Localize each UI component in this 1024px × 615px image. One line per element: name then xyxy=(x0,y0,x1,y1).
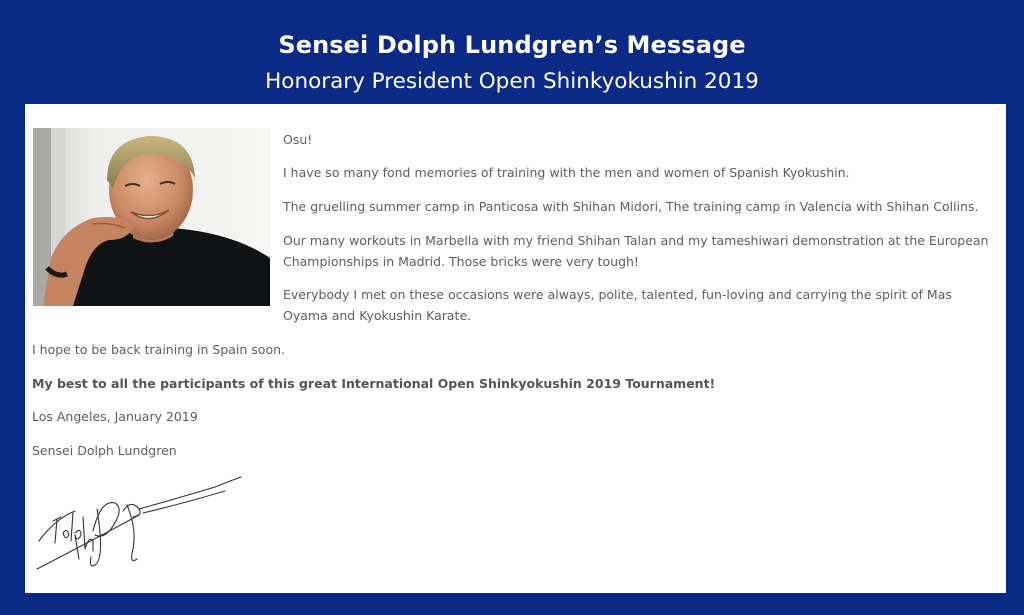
page-subtitle: Honorary President Open Shinkyokushin 2019 xyxy=(265,69,759,94)
letter-paragraph-5: I hope to be back training in Spain soon. xyxy=(32,342,285,357)
letter-paragraph-4: Everybody I met on these occasions were always, polite, talented, fun-loving and carrying the spirit of Mas Oyama and Kyokushin Karate. xyxy=(283,287,952,323)
letter-greeting: Osu! xyxy=(283,132,313,147)
letter-paragraph-2: The gruelling summer camp in Panticosa with Shihan Midori, The training camp in Valencia with Shihan Collins. xyxy=(283,199,979,214)
page-title: Sensei Dolph Lundgren’s Message xyxy=(278,31,746,59)
portrait-photo xyxy=(33,128,270,306)
letter-place-date: Los Angeles, January 2019 xyxy=(32,409,198,424)
letter-signed-name: Sensei Dolph Lundgren xyxy=(32,443,177,458)
portrait-image xyxy=(33,128,270,306)
letter-paragraph-3: Our many workouts in Marbella with my friend Shihan Talan and my tameshiwari demonstration at the European Championships in Madrid. Those bricks were very tough! xyxy=(283,233,989,269)
letter-paragraph-1: I have so many fond memories of training with the men and women of Spanish Kyokushin. xyxy=(283,165,850,180)
message-panel xyxy=(25,104,1006,593)
letter-paragraph-6: My best to all the participants of this great International Open Shinkyokushin 2019 Tournament! xyxy=(32,376,716,391)
handwritten-signature xyxy=(35,469,245,574)
page-header xyxy=(0,0,1024,104)
